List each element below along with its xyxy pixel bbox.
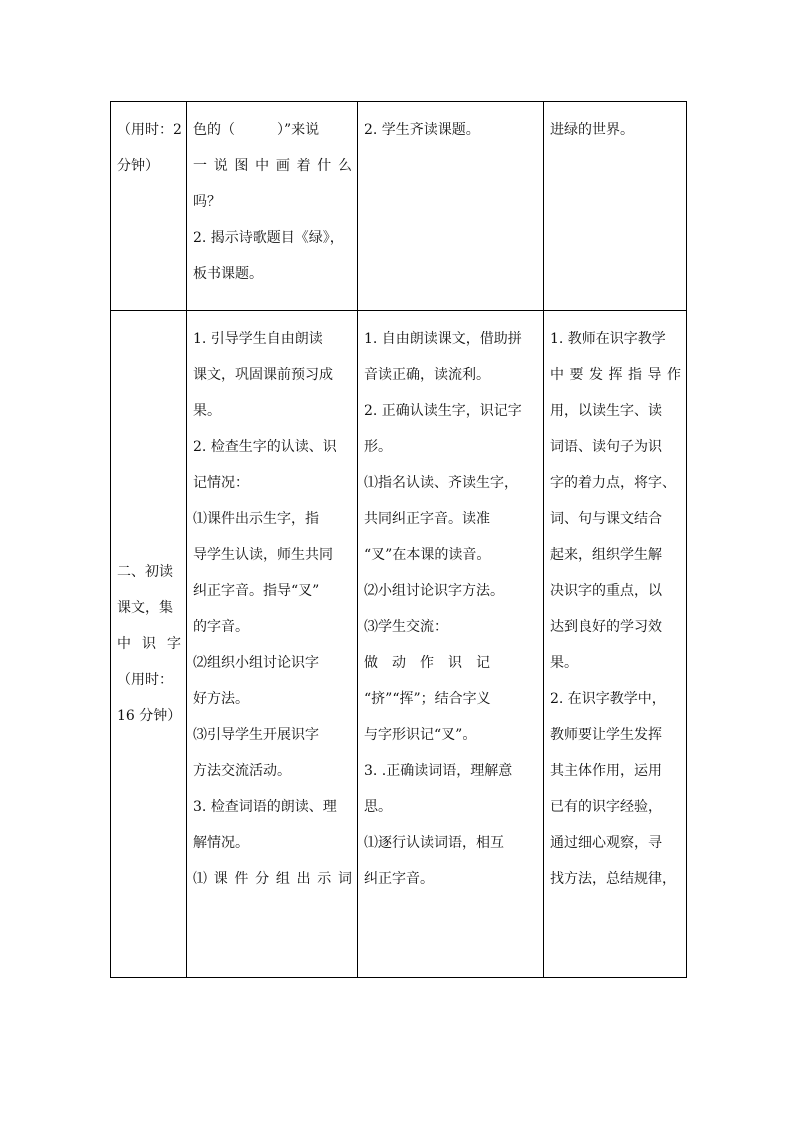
teacher-activity-cell xyxy=(187,102,358,311)
text-line: 找方法，总结规律， xyxy=(550,871,676,887)
text-line: 通过细心观察，寻 xyxy=(550,835,662,851)
text-line: 2. 正确认读生字，识记字 xyxy=(364,403,522,419)
text-line: 进绿的世界。 xyxy=(550,122,634,138)
text-line: ⑶学生交流： xyxy=(364,619,448,635)
text-line: 16 分钟） xyxy=(117,708,182,724)
text-line: ⑴指名认读、齐读生字， xyxy=(364,475,518,491)
text-line: ⑵小组讨论识字方法。 xyxy=(364,583,504,599)
text-line: 二、初读 xyxy=(117,564,173,580)
text-line: 纠正字音。 xyxy=(364,871,434,887)
design-intent-cell xyxy=(544,311,687,978)
text-line: 思。 xyxy=(364,799,392,815)
text-line: 2. 在识字教学中， xyxy=(550,691,666,707)
text-line: 形。 xyxy=(364,439,392,455)
text-line: ⑶引导学生开展识字 xyxy=(193,727,319,743)
stage-cell xyxy=(111,311,187,978)
text-line: 分钟） xyxy=(117,158,159,174)
design-intent-cell xyxy=(544,102,687,311)
text-line: ⑴逐行认读词语，相互 xyxy=(364,835,504,851)
text-line: 其主体作用，运用 xyxy=(550,763,662,779)
text-line: 板书课题。 xyxy=(193,266,263,282)
text-line: 2. 检查生字的认读、识 xyxy=(193,439,337,455)
text-line: 课文，巩固课前预习成 xyxy=(193,367,333,383)
text-line: ⑴课件分组出示词 xyxy=(193,871,352,887)
text-line: 3. .正确读词语，理解意 xyxy=(364,763,513,779)
text-line: 记情况： xyxy=(193,475,249,491)
lesson-plan-table xyxy=(110,101,687,978)
student-activity-cell xyxy=(358,311,544,978)
table-row xyxy=(111,102,687,311)
text-line: 与字形识记“叉”。 xyxy=(364,727,477,743)
text-line: 1. 教师在识字教学 xyxy=(550,331,666,347)
text-line: 达到良好的学习效 xyxy=(550,619,662,635)
text-line: 词、句与课文结合 xyxy=(550,511,662,527)
text-line: 用，以读生字、读 xyxy=(550,403,662,419)
text-line: 字的着力点，将字、 xyxy=(550,475,676,491)
text-line: 果。 xyxy=(550,655,578,671)
text-line: 1. 自由朗读课文，借助拼 xyxy=(364,331,522,347)
text-line: 2. 学生齐读课题。 xyxy=(364,122,480,138)
text-line: 一说图中画着什么 xyxy=(193,158,352,174)
text-line: 吗？ xyxy=(193,194,221,210)
text-line: 已有的识字经验， xyxy=(550,799,662,815)
text-line: 共同纠正字音。读准 xyxy=(364,511,490,527)
text-line: “挤”“挥”；结合字义 xyxy=(364,691,491,707)
stage-cell xyxy=(111,102,187,311)
text-line: （用时： xyxy=(117,672,173,688)
text-line: 好方法。 xyxy=(193,691,249,707)
text-line: 课文，集 xyxy=(117,600,173,616)
text-line: 做 动 作 识 记 xyxy=(364,655,490,671)
text-line: 方法交流活动。 xyxy=(193,763,291,779)
text-line: 起来，组织学生解 xyxy=(550,547,662,563)
text-line: 解情况。 xyxy=(193,835,249,851)
text-line: 中识字 xyxy=(117,636,181,652)
text-line: ⑵组织小组讨论识字 xyxy=(193,655,319,671)
text-line: 色的（ ）”来说 xyxy=(193,122,320,138)
table-row xyxy=(111,311,687,978)
text-line: 音读正确，读流利。 xyxy=(364,367,490,383)
text-line: 果。 xyxy=(193,403,221,419)
text-line: 教师要让学生发挥 xyxy=(550,727,662,743)
text-line: 2. 揭示诗歌题目《绿》， xyxy=(193,230,344,246)
text-line: 词语、读句子为识 xyxy=(550,439,662,455)
text-line: 3. 检查词语的朗读、理 xyxy=(193,799,337,815)
text-line: 的字音。 xyxy=(193,619,249,635)
text-line: 导学生认读，师生共同 xyxy=(193,547,333,563)
text-line: 1. 引导学生自由朗读 xyxy=(193,331,323,347)
text-line: 决识字的重点，以 xyxy=(550,583,662,599)
text-line: ⑴课件出示生字，指 xyxy=(193,511,319,527)
text-line: 中要发挥指导作 xyxy=(550,367,681,383)
text-line: “叉”在本课的读音。 xyxy=(364,547,491,563)
text-line: 纠正字音。指导“叉” xyxy=(193,583,320,599)
text-line: （用时：2 xyxy=(117,122,182,138)
teacher-activity-cell xyxy=(187,311,358,978)
student-activity-cell xyxy=(358,102,544,311)
